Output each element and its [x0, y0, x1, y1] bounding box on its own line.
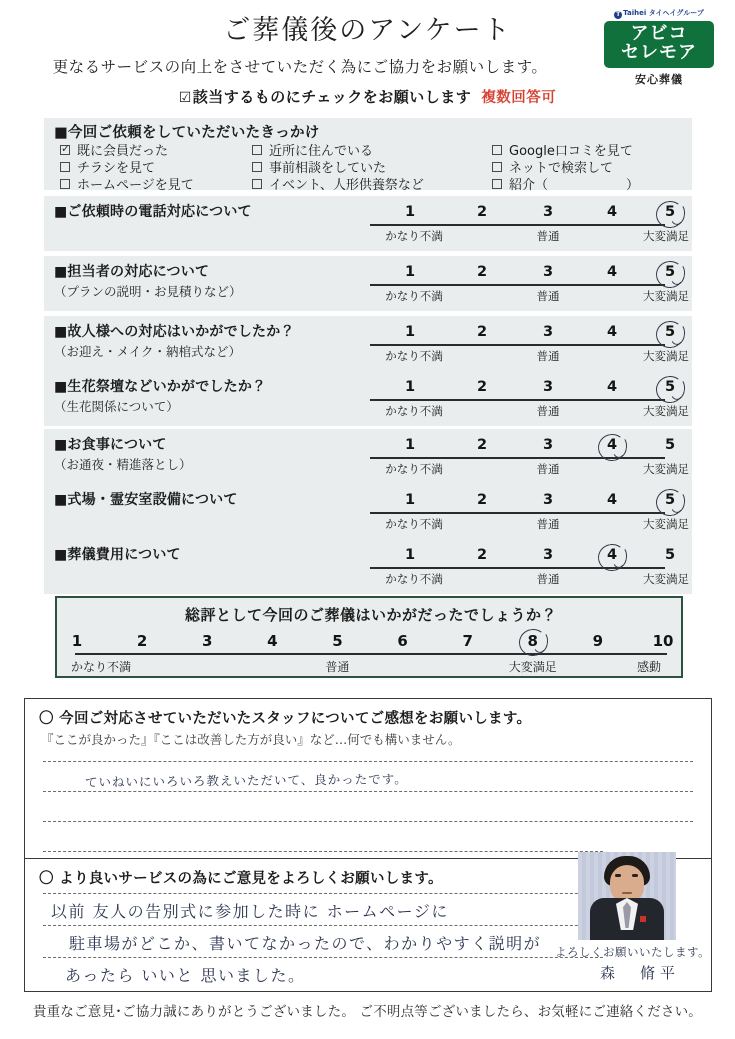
scale-number[interactable]: 4: [606, 379, 618, 395]
scale-number[interactable]: 4: [606, 204, 618, 220]
scale-number[interactable]: 3: [542, 379, 554, 395]
trigger-option[interactable]: [252, 143, 424, 160]
rating-row: [44, 539, 692, 594]
scale-number[interactable]: 1: [404, 324, 416, 340]
footer-text: 貴重なご意見･ご協力誠にありがとうございました。 ご不明点等ございましたら、お気軽にご連絡ください。: [32, 1004, 703, 1020]
trigger-column-3: [492, 143, 639, 194]
trigger-option-label: ホームページを見て: [77, 178, 194, 193]
checkbox-icon[interactable]: [60, 179, 70, 189]
writing-line: [43, 893, 603, 894]
rating-question-sublabel: （プランの説明・お見積りなど）: [54, 284, 242, 299]
suggestion-heading: 〇 より良いサービスの為にご意見をよろしくお願いします。: [39, 871, 443, 887]
scale-number[interactable]: 3: [542, 437, 554, 453]
photo-lapel-badge-icon: [640, 916, 646, 922]
trigger-option[interactable]: [492, 143, 639, 160]
scale-number[interactable]: 1: [404, 437, 416, 453]
scale-number[interactable]: 4: [606, 264, 618, 280]
overall-scale-label: 普通: [325, 660, 350, 674]
scale-end-label: かなり不満: [385, 349, 443, 363]
logo-group-text: [604, 8, 714, 19]
writing-line: [43, 791, 693, 792]
company-logo: [604, 8, 714, 87]
scale-number[interactable]: 5: [664, 547, 676, 563]
rating-question-label: ■式場・霊安室設備について: [54, 492, 238, 508]
rating-scale[interactable]: [360, 322, 689, 366]
scale-number[interactable]: 2: [476, 437, 488, 453]
rating-row: [44, 316, 692, 371]
scale-number[interactable]: 5: [664, 437, 676, 453]
scale-number[interactable]: 5: [664, 379, 676, 395]
trigger-option[interactable]: [492, 160, 639, 177]
scale-end-label: 普通: [536, 462, 560, 476]
rating-question-label: ■ご依頼時の電話対応について: [54, 204, 252, 220]
photo-eye-right: [632, 874, 638, 877]
scale-number[interactable]: 5: [664, 264, 676, 280]
checkbox-icon[interactable]: [492, 162, 502, 172]
page-title: ご葬儀後のアンケート: [223, 15, 512, 46]
scale-end-label: 大変満足: [643, 229, 689, 243]
scale-number[interactable]: 3: [542, 324, 554, 340]
overall-scale-number[interactable]: 7: [462, 632, 473, 650]
overall-scale-number[interactable]: 5: [332, 632, 343, 650]
trigger-column-2: [252, 143, 424, 194]
scale-end-label: かなり不満: [385, 229, 443, 243]
scale-axis-line: [370, 344, 665, 346]
rating-question-label: ■故人様への対応はいかがでしたか？: [54, 324, 295, 340]
handwritten-answer-line1: 以前 友人の告別式に参加した時に ホームページに: [51, 902, 449, 921]
scale-number[interactable]: 4: [606, 437, 618, 453]
logo-brand-box: [604, 21, 714, 68]
rating-question-label: ■葬儀費用について: [54, 547, 181, 563]
scale-number[interactable]: 5: [664, 204, 676, 220]
trigger-option[interactable]: [252, 160, 424, 177]
overall-scale-number[interactable]: 1: [71, 632, 83, 650]
rating-scale[interactable]: [360, 377, 689, 421]
scale-number[interactable]: 1: [404, 379, 416, 395]
overall-scale[interactable]: [65, 631, 677, 676]
trigger-section: [44, 118, 692, 193]
scale-number[interactable]: 3: [542, 492, 554, 508]
trigger-option-label: チラシを見て: [77, 161, 156, 176]
scale-number[interactable]: 3: [542, 264, 554, 280]
rating-question-sublabel: （お通夜・精進落とし）: [54, 457, 192, 472]
trigger-option-label: Google口コミを見て: [509, 144, 633, 159]
rating-row: [44, 484, 692, 539]
scale-axis-line: [370, 512, 665, 514]
overall-scale-number[interactable]: 3: [202, 632, 213, 650]
staff-closing-note: よろしくお願いいたします。: [555, 945, 711, 959]
overall-scale-number[interactable]: 8: [527, 632, 538, 650]
overall-axis-line: [75, 653, 667, 655]
checkbox-icon[interactable]: [252, 145, 262, 155]
scale-end-label: 普通: [536, 404, 560, 418]
trigger-option[interactable]: [252, 177, 424, 194]
trigger-option-label: 近所に住んでいる: [269, 144, 374, 159]
scale-number[interactable]: 4: [606, 492, 618, 508]
scale-number[interactable]: 2: [476, 264, 488, 280]
trigger-option[interactable]: [492, 177, 639, 194]
scale-end-label: 大変満足: [643, 289, 689, 303]
rating-row: [44, 429, 692, 484]
overall-scale-number[interactable]: 6: [397, 632, 408, 650]
staff-impression-box: [24, 698, 712, 858]
scale-end-label: かなり不満: [385, 404, 443, 418]
overall-scale-label: 感動: [636, 660, 662, 674]
scale-number[interactable]: 4: [606, 547, 618, 563]
scale-axis-line: [370, 399, 665, 401]
staff-signature: 森 脩平: [600, 964, 681, 982]
scale-number[interactable]: 1: [404, 492, 416, 508]
scale-end-label: 大変満足: [643, 517, 689, 531]
scale-end-label: かなり不満: [385, 517, 443, 531]
scale-end-label: かなり不満: [385, 572, 443, 586]
logo-brand-line2: セレモア: [621, 41, 697, 63]
writing-line: [43, 851, 603, 852]
overall-scale-number[interactable]: 9: [592, 632, 604, 650]
rating-row: [44, 196, 692, 251]
handwritten-answer: ていねいにいろいろ教えいただいて、良かったです。: [84, 771, 408, 790]
overall-scale-label: 大変満足: [508, 660, 557, 674]
scale-number[interactable]: 3: [542, 204, 554, 220]
logo-group-label: Taihei タイヘイグループ: [623, 9, 704, 17]
overall-heading: 総評として今回のご葬儀はいかがだったでしょうか？: [184, 606, 557, 624]
handwritten-answer-line2: 駐車場がどこか、書いてなかったので、わかりやすく説明が: [69, 934, 542, 953]
check-instruction: [0, 86, 735, 107]
taihei-mark-icon: T: [616, 11, 621, 18]
trigger-heading: ■今回ご依頼をしていただいたきっかけ: [54, 125, 320, 141]
writing-line: [43, 925, 603, 926]
multiple-answer-note: 複数回答可: [481, 90, 557, 106]
logo-tagline: 安心葬儀: [635, 72, 683, 86]
trigger-option-label: イベント、人形供養祭など: [269, 178, 424, 193]
rating-question-label: ■担当者の対応について: [54, 264, 210, 280]
handwritten-answer-line3: あったら いいと 思いました。: [65, 966, 306, 985]
writing-line: [43, 761, 693, 762]
check-instruction-text: 該当するものにチェックをお願いします: [192, 88, 472, 106]
scale-end-label: 大変満足: [643, 572, 689, 586]
trigger-option[interactable]: [60, 177, 194, 194]
trigger-option-label: 事前相談をしていた: [269, 161, 387, 176]
scale-end-label: 大変満足: [643, 462, 689, 476]
scale-end-label: 大変満足: [643, 349, 689, 363]
rating-question-label: ■生花祭壇などいかがでしたか？: [54, 379, 267, 395]
scale-number[interactable]: 2: [476, 547, 488, 563]
scale-number[interactable]: 2: [476, 379, 488, 395]
page-subtitle: 更なるサービスの向上をさせていただく為にご協力をお願いします。: [52, 58, 548, 76]
writing-line: [43, 821, 693, 822]
scale-end-label: 大変満足: [643, 404, 689, 418]
trigger-option[interactable]: [60, 160, 194, 177]
photo-eye-left: [615, 874, 621, 877]
trigger-option-label: 既に会員だった: [77, 144, 169, 159]
scale-axis-line: [370, 224, 665, 226]
checkbox-icon[interactable]: [492, 179, 502, 189]
scale-end-label: 普通: [536, 517, 560, 531]
rating-question-sublabel: （お迎え・メイク・納棺式など）: [54, 344, 242, 359]
scale-number[interactable]: 2: [476, 324, 488, 340]
rating-question-label: ■お食事について: [54, 437, 167, 453]
staff-impression-heading: 〇 今回ご対応させていただいたスタッフについてご感想をお願いします。: [39, 711, 532, 727]
overall-evaluation-box: [55, 596, 683, 678]
rating-scale[interactable]: [360, 545, 689, 589]
rating-scale[interactable]: [360, 202, 689, 246]
trigger-column-1: [60, 143, 194, 194]
scale-end-label: かなり不満: [385, 289, 443, 303]
scale-number[interactable]: 1: [404, 547, 416, 563]
checkmark-icon: ☑: [178, 90, 192, 106]
scale-number[interactable]: 5: [664, 492, 676, 508]
logo-brand-line1: アビコ: [630, 23, 688, 44]
overall-scale-number[interactable]: 2: [136, 632, 148, 650]
scale-number[interactable]: 5: [664, 324, 676, 340]
scale-number[interactable]: 4: [606, 324, 618, 340]
writing-line: [43, 957, 603, 958]
checkbox-icon[interactable]: [492, 145, 502, 155]
staff-impression-subtext: 『ここが良かった』『ここは改善した方が良い』など…何でも構いません。: [41, 732, 461, 747]
trigger-option-label: ネットで検索して: [509, 161, 614, 176]
scale-number[interactable]: 2: [476, 492, 488, 508]
rating-scale[interactable]: [360, 435, 689, 479]
scale-number[interactable]: 2: [476, 204, 488, 220]
scale-end-label: 普通: [536, 289, 560, 303]
trigger-option-label: 紹介（ ）: [509, 178, 640, 193]
scale-end-label: 普通: [536, 349, 560, 363]
check-tick-icon: ✓: [61, 142, 71, 155]
overall-scale-label: かなり不満: [70, 660, 132, 674]
scale-number[interactable]: 1: [404, 264, 416, 280]
rating-row: [44, 256, 692, 311]
overall-scale-number[interactable]: 10: [652, 632, 674, 650]
scale-axis-line: [370, 567, 665, 569]
rating-row: [44, 371, 692, 426]
rating-scale[interactable]: [360, 490, 689, 534]
checkbox-icon[interactable]: [252, 179, 262, 189]
scale-axis-line: [370, 457, 665, 459]
trigger-option[interactable]: [60, 143, 194, 160]
overall-scale-number[interactable]: 4: [267, 632, 278, 650]
scale-number[interactable]: 3: [542, 547, 554, 563]
scale-axis-line: [370, 284, 665, 286]
scale-end-label: 普通: [536, 572, 560, 586]
scale-number[interactable]: 1: [404, 204, 416, 220]
rating-question-sublabel: （生花関係について）: [54, 399, 179, 414]
photo-mouth: [622, 892, 632, 894]
checkbox-icon[interactable]: [60, 162, 70, 172]
staff-photo: [578, 852, 676, 940]
scale-end-label: かなり不満: [385, 462, 443, 476]
checkbox-icon[interactable]: [252, 162, 262, 172]
scale-end-label: 普通: [536, 229, 560, 243]
rating-scale[interactable]: [360, 262, 689, 306]
